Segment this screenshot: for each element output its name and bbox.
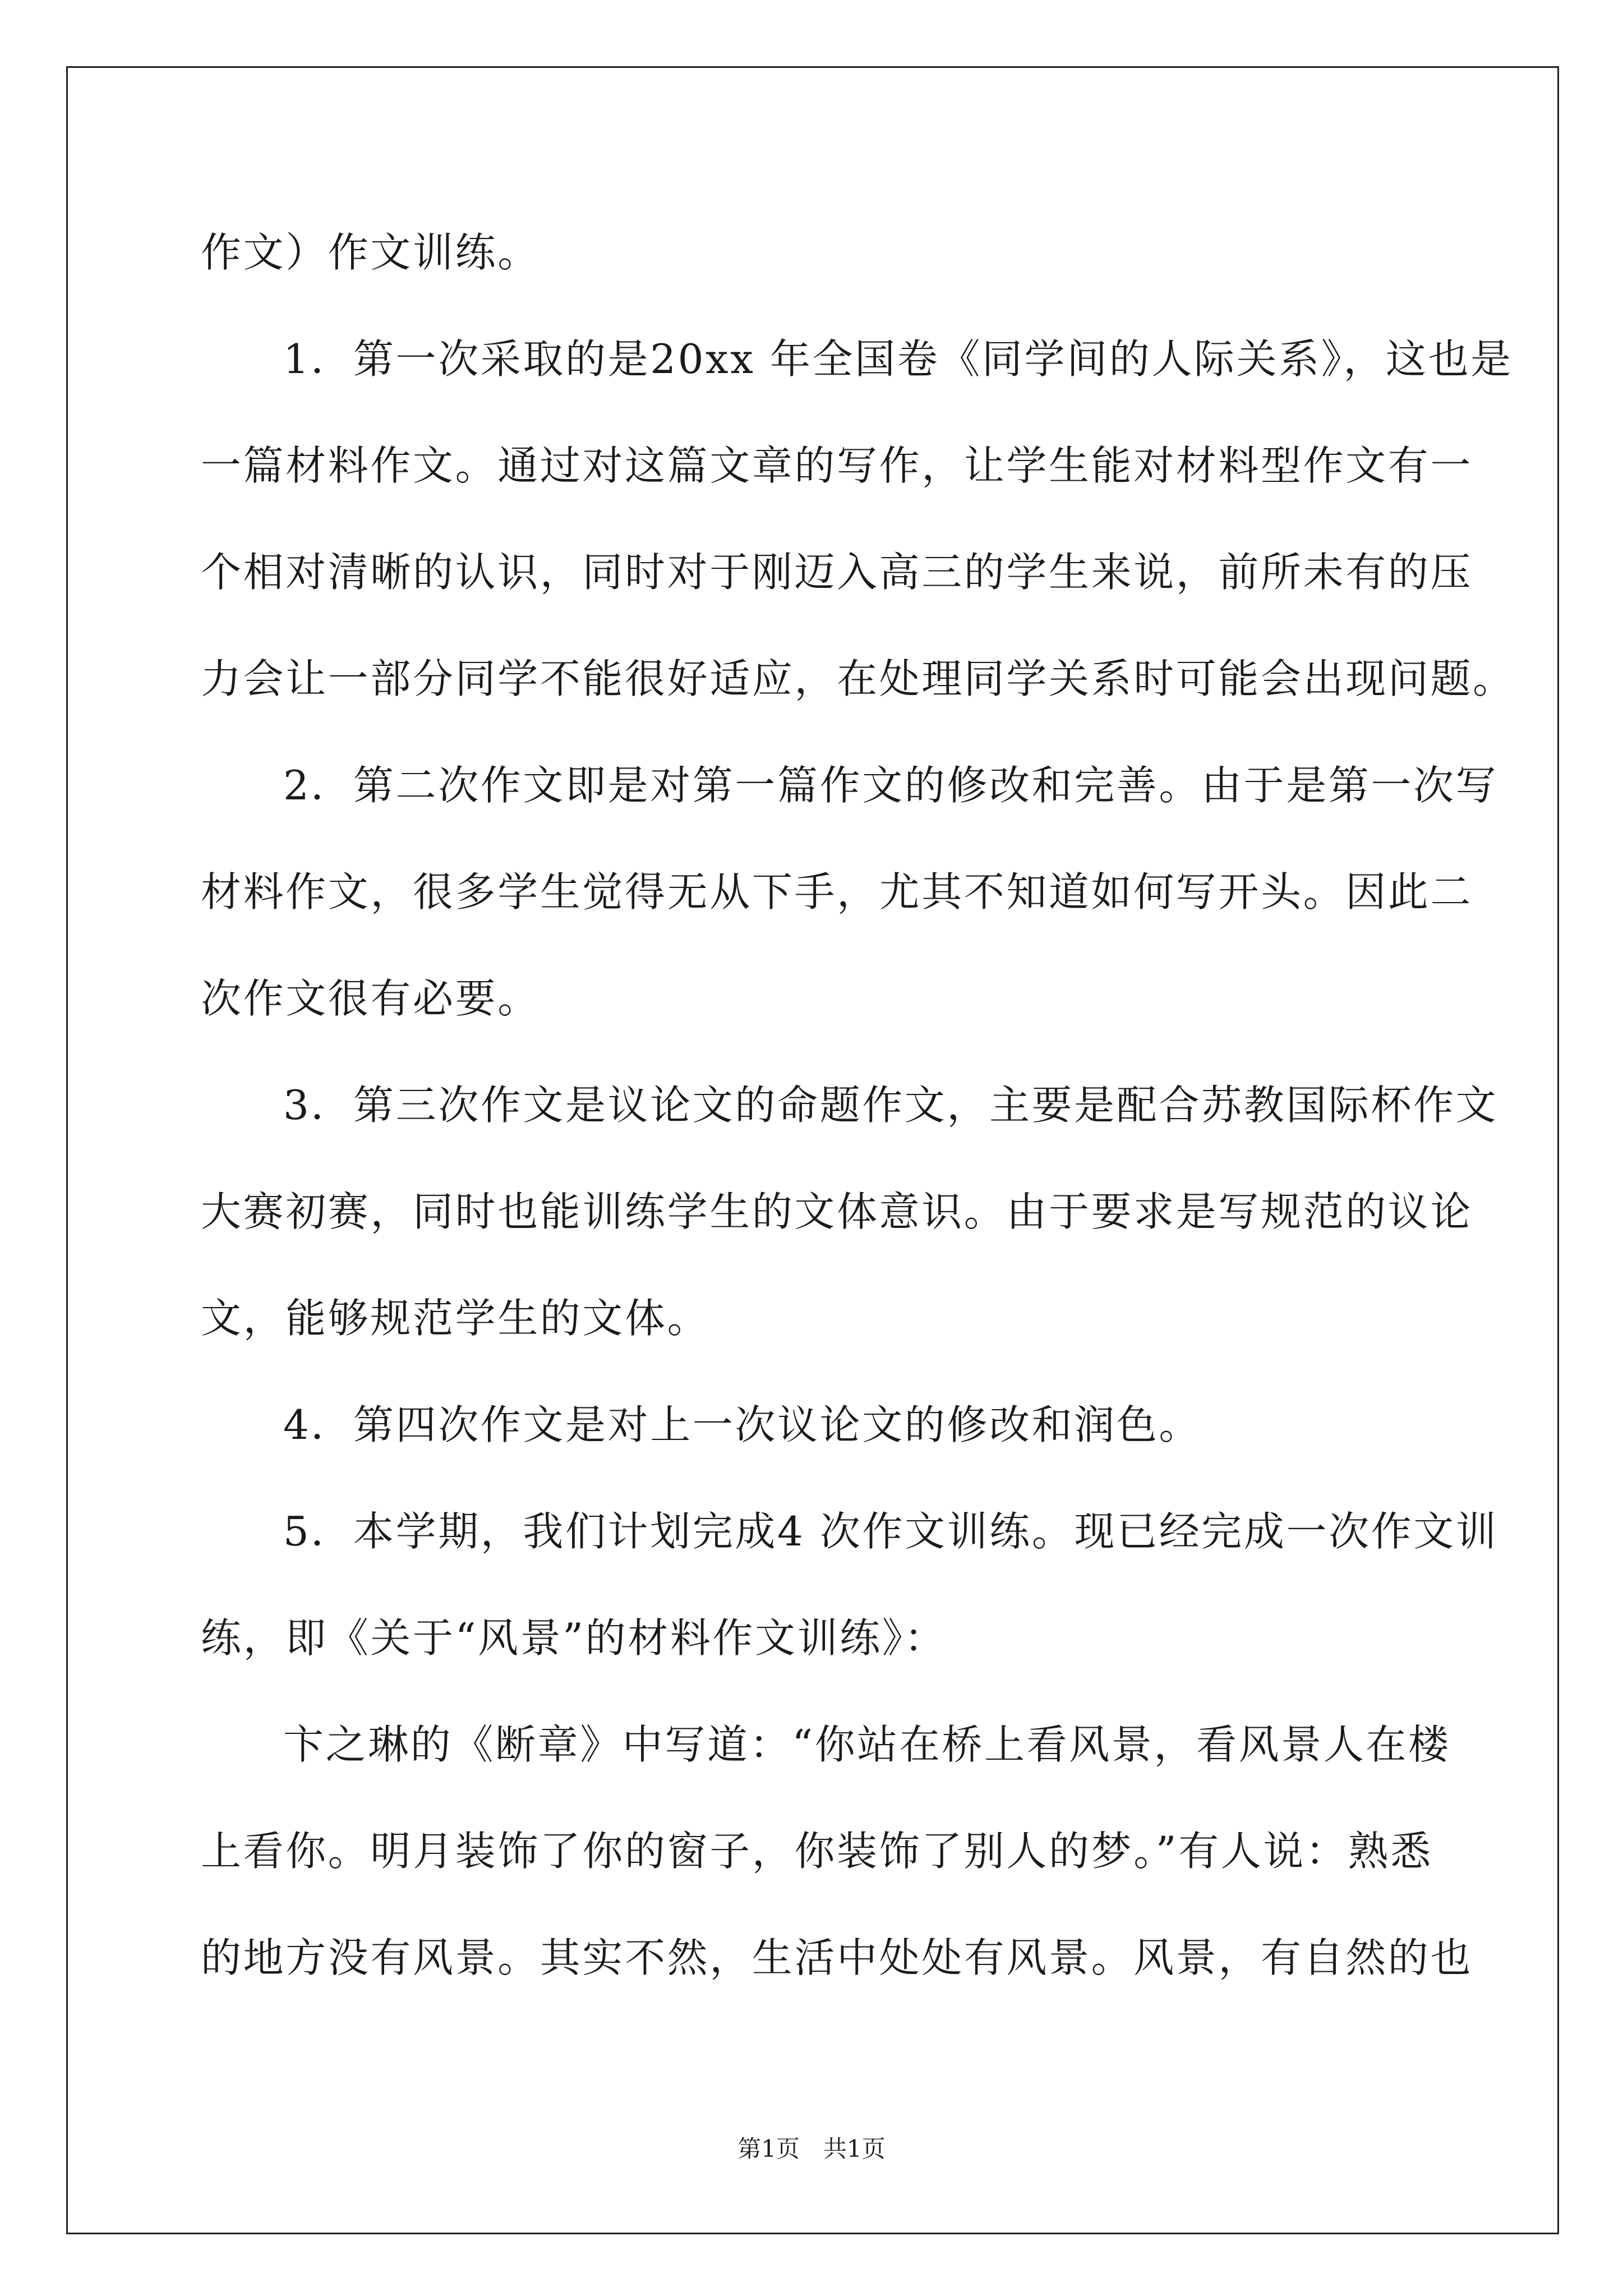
paragraph: [201, 1052, 1536, 1372]
text-line: 个相对清晰的认识，同时对于刚迈入高三的学生来说，前所未有的压: [201, 549, 1473, 596]
page-number: 第1页 共1页: [737, 2135, 886, 2162]
text-line: 材料作文，很多学生觉得无从下手，尤其不知道如何写开头。因此二: [201, 868, 1473, 915]
text-line: 次作文很有必要。: [201, 975, 540, 1022]
text-line: 5．本学期，我们计划完成4 次作文训练。现已经完成一次作文训: [283, 1508, 1498, 1555]
text-line: 的地方没有风景。其实不然，生活中处处有风景。风景，有自然的也: [201, 1934, 1473, 1981]
paragraph: [201, 1691, 1536, 2011]
text-line: 练，即《关于“风景”的材料作文训练》：: [201, 1614, 947, 1662]
text-line: 3．第三次作文是议论文的命题作文，主要是配合苏教国际杯作文: [283, 1082, 1498, 1129]
paragraph: [201, 306, 1536, 732]
text-line: 卞之琳的《断章》中写道：“你站在桥上看风景，看风景人在楼: [283, 1721, 1451, 1768]
text-line: 2．第二次作文即是对第一篇作文的修改和完善。由于是第一次写: [283, 762, 1498, 809]
text-line: 上看你。明月装饰了你的窗子，你装饰了别人的梦。”有人说：熟悉: [201, 1828, 1433, 1875]
paragraph: [201, 1372, 1536, 1478]
text-line: 4．第四次作文是对上一次议论文的修改和润色。: [283, 1401, 1202, 1448]
text-line: 力会让一部分同学不能很好适应，在处理同学关系时可能会出现问题。: [201, 655, 1515, 702]
paragraph: [201, 199, 1536, 306]
document-body: [201, 199, 1536, 2011]
text-line: 1．第一次采取的是20xx 年全国卷《同学间的人际关系》，这也是: [283, 335, 1513, 383]
text-line: 大赛初赛，同时也能训练学生的文体意识。由于要求是写规范的议论: [201, 1188, 1473, 1235]
page-footer: [0, 2132, 1623, 2166]
paragraph: [201, 1478, 1536, 1691]
paragraph: [201, 732, 1536, 1052]
text-line: 一篇材料作文。通过对这篇文章的写作，让学生能对材料型作文有一: [201, 442, 1473, 489]
text-line: 文，能够规范学生的文体。: [201, 1295, 710, 1342]
text-line: 作文）作文训练。: [201, 229, 540, 276]
